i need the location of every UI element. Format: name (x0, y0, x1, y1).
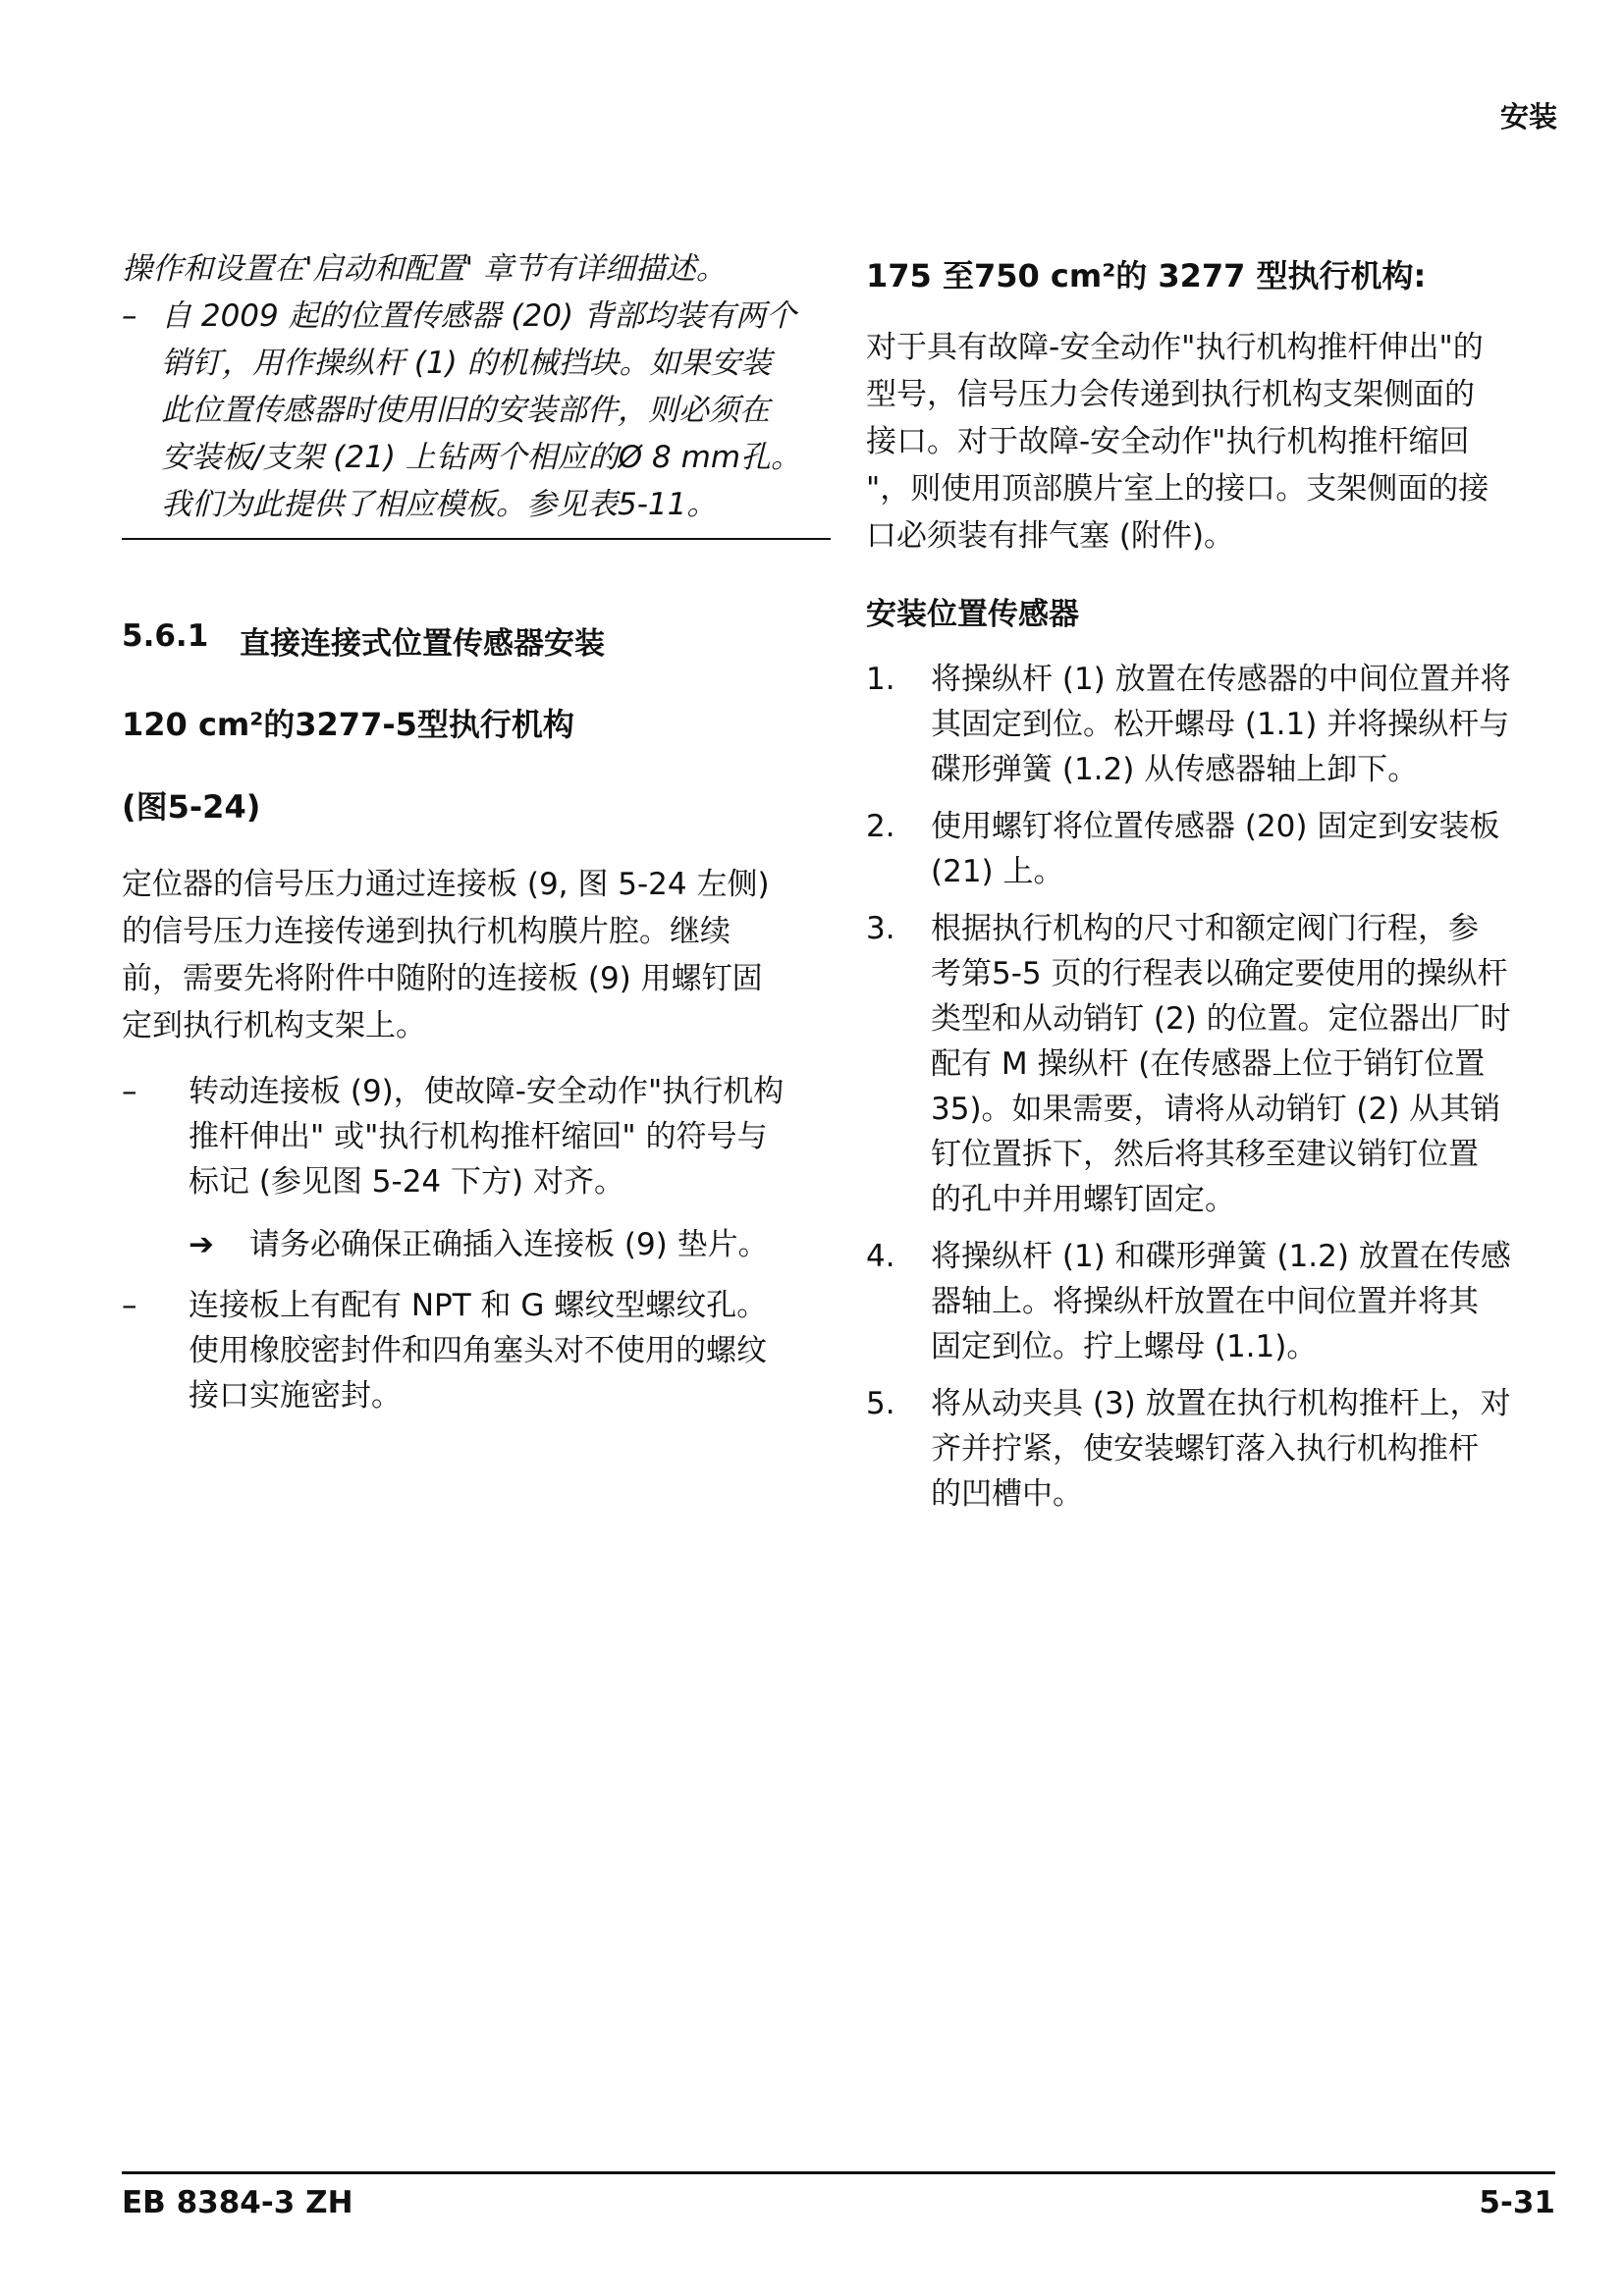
step-number: 1. (866, 662, 895, 697)
step-line: 35)。如果需要，请将从动销钉 (2) 从其销 (931, 1092, 1501, 1127)
step-line: 类型和从动销钉 (2) 的位置。定位器出厂时 (931, 1001, 1511, 1037)
item-line: 转动连接板 (9)，使故障-安全动作"执行机构 (189, 1074, 785, 1109)
para-line: 口必须装有排气塞 (附件)。 (866, 518, 1235, 554)
right-paragraph (866, 324, 1553, 560)
note-line: 安装板/支架 (21) 上钻两个相应的Ø 8 mm孔。 (161, 440, 802, 475)
para-line: 的信号压力连接传递到执行机构膜片腔。继续 (122, 914, 731, 949)
note-line: 此位置传感器时使用旧的安装部件，则必须在 (161, 393, 770, 428)
dash-mark: – (122, 1074, 137, 1109)
para-line: 型号，信号压力会传递到执行机构支架侧面的 (866, 377, 1475, 412)
list-item-text (189, 1069, 784, 1204)
footer-rule (122, 2171, 1555, 2174)
step-line: 将操纵杆 (1) 放置在传感器的中间位置并将 (931, 662, 1511, 697)
step-number: 4. (866, 1239, 895, 1274)
right-heading: 175 至750 cm²的 3277 型执行机构: (866, 257, 1427, 294)
step-line: 根据执行机构的尺寸和额定阀门行程，参 (931, 911, 1479, 946)
step-line: 考第5-5 页的行程表以确定要使用的操纵杆 (931, 956, 1508, 991)
item-line: 连接板上有配有 NPT 和 G 螺纹型螺纹孔。 (189, 1288, 768, 1323)
arrow-note-text: 请务必确保正确插入连接板 (9) 垫片。 (249, 1227, 769, 1262)
step-text (931, 1381, 1511, 1517)
note-intro: 操作和设置在'启动和配置' 章节有详细描述。 (122, 251, 727, 287)
step-line: 的孔中并用螺钉固定。 (931, 1182, 1235, 1217)
para-line: 对于具有故障-安全动作"执行机构推杆伸出"的 (866, 330, 1484, 365)
step-number: 5. (866, 1386, 895, 1421)
item-line: 标记 (参见图 5-24 下方) 对齐。 (189, 1164, 624, 1200)
right-column (866, 245, 1553, 1517)
left-column (122, 245, 831, 1418)
para-line: "，则使用顶部膜片室上的接口。支架侧面的接 (866, 471, 1489, 507)
item-line: 接口实施密封。 (189, 1378, 402, 1414)
figure-reference: (图5-24) (122, 788, 261, 826)
list-item-text (189, 1283, 767, 1418)
step-line: 齐并拧紧，使安装螺钉落入执行机构推杆 (931, 1431, 1479, 1467)
step-line: 碟形弹簧 (1.2) 从传感器轴上卸下。 (931, 752, 1419, 787)
footer-doc-id: EB 8384-3 ZH (122, 2185, 353, 2220)
step-number: 3. (866, 911, 895, 946)
note-line: 我们为此提供了相应模板。参见表5-11。 (161, 487, 718, 522)
step-line: 使用螺钉将位置传感器 (20) 固定到安装板 (931, 809, 1500, 844)
section-number: 5.6.1 (122, 618, 209, 654)
step-item (866, 906, 1553, 1222)
sub-heading: 120 cm²的3277-5型执行机构 (122, 706, 574, 743)
note-bullet-mark: – (122, 298, 137, 334)
note-bullet (122, 293, 831, 540)
note-text (161, 293, 801, 528)
footer-page-number: 5-31 (1479, 2185, 1555, 2220)
step-text (931, 1234, 1511, 1369)
running-header: 安装 (1499, 100, 1557, 133)
step-line: 固定到位。拧上螺母 (1.1)。 (931, 1329, 1318, 1364)
arrow-icon: ➔ (189, 1227, 214, 1262)
para-line: 定到执行机构支架上。 (122, 1008, 426, 1043)
para-line: 前，需要先将附件中随附的连接板 (9) 用螺钉固 (122, 961, 763, 996)
step-item (866, 804, 1553, 894)
step-line: 将从动夹具 (3) 放置在执行机构推杆上，对 (931, 1386, 1511, 1421)
section-heading (122, 618, 831, 663)
step-line: 钉位置拆下，然后将其移至建议销钉位置 (931, 1137, 1479, 1172)
list-item (122, 1283, 831, 1418)
step-line: 的凹槽中。 (931, 1476, 1083, 1512)
para-line: 接口。对于故障-安全动作"执行机构推杆缩回 (866, 424, 1470, 459)
step-item (866, 1381, 1553, 1517)
step-text (931, 804, 1499, 894)
item-line: 推杆伸出" 或"执行机构推杆缩回" 的符号与 (189, 1119, 768, 1154)
step-line: (21) 上。 (931, 854, 1064, 889)
right-subheading: 安装位置传感器 (866, 597, 1079, 632)
step-number: 2. (866, 809, 895, 844)
list-item (122, 1069, 831, 1204)
step-line: 配有 M 操纵杆 (在传感器上位于销钉位置 (931, 1046, 1486, 1082)
step-line: 其固定到位。松开螺母 (1.1) 并将操纵杆与 (931, 707, 1510, 742)
step-item (866, 657, 1553, 792)
note-line: 销钉，用作操纵杆 (1) 的机械挡块。如果安装 (161, 346, 772, 381)
item-line: 使用橡胶密封件和四角塞头对不使用的螺纹 (189, 1333, 767, 1368)
dash-mark: – (122, 1288, 137, 1323)
arrow-note (122, 1222, 831, 1267)
section-title: 直接连接式位置传感器安装 (240, 626, 605, 662)
step-line: 器轴上。将操纵杆放置在中间位置并将其 (931, 1284, 1479, 1319)
step-text (931, 657, 1511, 792)
note-line: 自 2009 起的位置传感器 (20) 背部均装有两个 (161, 298, 796, 334)
para-line: 定位器的信号压力通过连接板 (9, 图 5-24 左侧) (122, 867, 770, 902)
step-item (866, 1234, 1553, 1369)
step-line: 将操纵杆 (1) 和碟形弹簧 (1.2) 放置在传感 (931, 1239, 1511, 1274)
step-text (931, 906, 1511, 1222)
intro-paragraph (122, 861, 831, 1049)
steps-list (866, 657, 1553, 1517)
